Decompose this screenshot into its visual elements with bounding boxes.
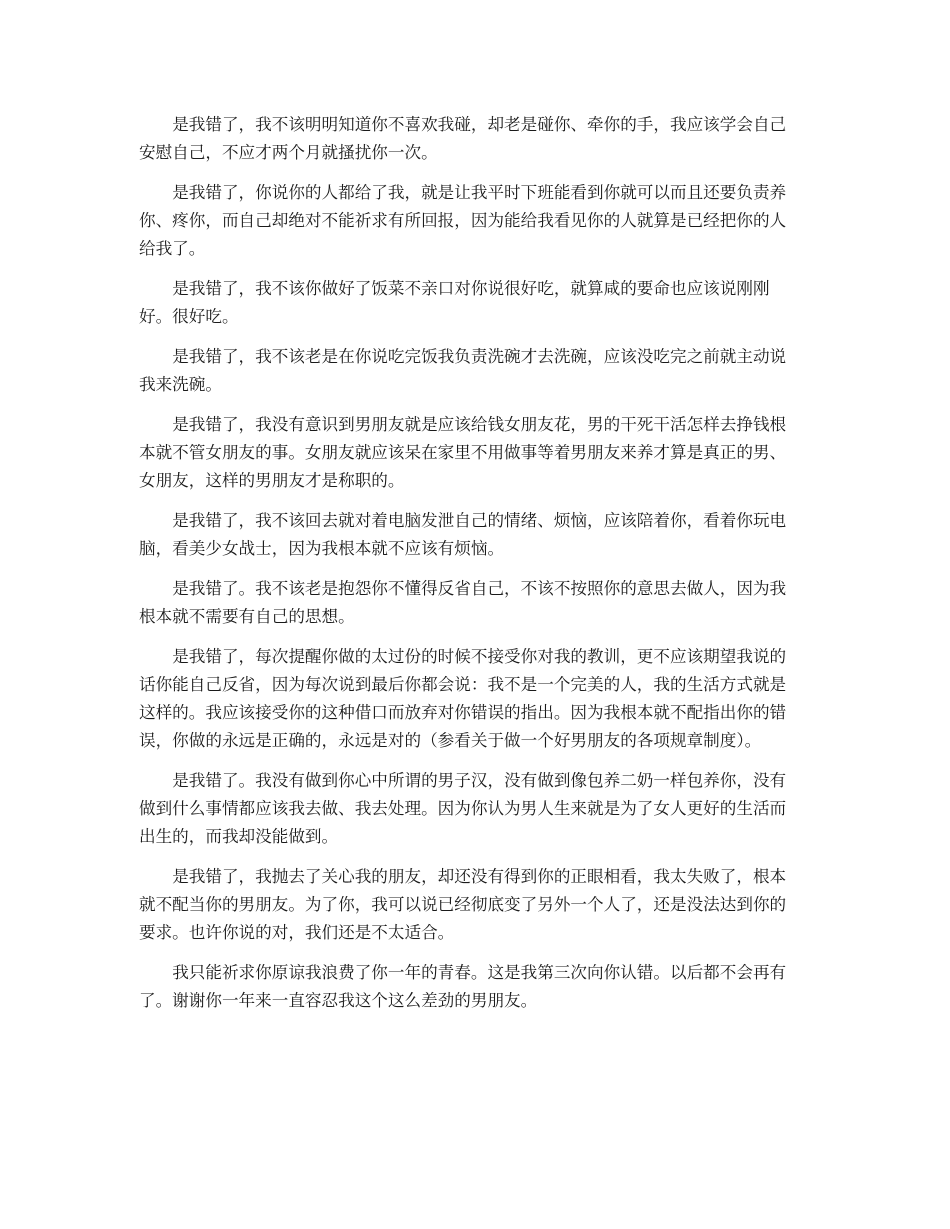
paragraph: 是我错了，我不该回去就对着电脑发泄自己的情绪、烦恼，应该陪着你，看着你玩电 脑，看美少女战士，因为我根本就不应该有烦恼。: [139, 511, 787, 558]
paragraph: 是我错了，每次提醒你做的太过份的时候不接受你对我的教训，更不应该期望我说的 话你能自己反省，因为每次说到最后你都会说：我不是一个完美的人，我的生活方式就是 这样的。我应该接受你的这种借口而放弃对你错误的指出。因为我根本就不配指出你的错 误，你做的永远是正确的，永远是对的（参看关于做一个好男朋友的各项规章制度）。: [139, 647, 787, 750]
paragraph: 是我错了，我抛去了关心我的朋友，却还没有得到你的正眼相看，我太失败了，根本 就不配当你的男朋友。为了你，我可以说已经彻底变了另外一个人了，还是没法达到你的 要求。也许你说的对，我们还是不太适合。: [139, 867, 787, 942]
document-body: [139, 111, 814, 1027]
paragraph: 是我错了，我不该明明知道你不喜欢我碰，却老是碰你、牵你的手，我应该学会自己 安慰自己，不应才两个月就搔扰你一次。: [139, 115, 787, 162]
paragraph: 我只能祈求你原谅我浪费了你一年的青春。这是我第三次向你认错。以后都不会再有 了。谢谢你一年来一直容忍我这个这么差劲的男朋友。: [139, 963, 787, 1010]
paragraph: 是我错了，我不该老是在你说吃完饭我负责洗碗才去洗碗，应该没吃完之前就主动说 我来洗碗。: [139, 347, 787, 394]
paragraph: 是我错了，你说你的人都给了我，就是让我平时下班能看到你就可以而且还要负责养 你、疼你，而自己却绝对不能祈求有所回报，因为能给我看见你的人就算是已经把你的人 给我了。: [139, 183, 787, 258]
paragraph: 是我错了，我不该你做好了饭菜不亲口对你说很好吃，就算咸的要命也应该说刚刚 好。很好吃。: [139, 279, 770, 326]
paragraph: 是我错了。我不该老是抱怨你不懂得反省自己，不该不按照你的意思去做人，因为我 根本就不需要有自己的思想。: [139, 579, 787, 626]
paragraph: 是我错了。我没有做到你心中所谓的男子汉，没有做到像包养二奶一样包养你，没有 做到什么事情都应该我去做、我去处理。因为你认为男人生来就是为了女人更好的生活而 出生的，而我却没能做到。: [139, 771, 787, 846]
paragraph: 是我错了，我没有意识到男朋友就是应该给钱女朋友花，男的干死干活怎样去挣钱根 本就不管女朋友的事。女朋友就应该呆在家里不用做事等着男朋友来养才算是真正的男、 女朋友，这样的男朋友才是称职的。: [139, 415, 787, 490]
